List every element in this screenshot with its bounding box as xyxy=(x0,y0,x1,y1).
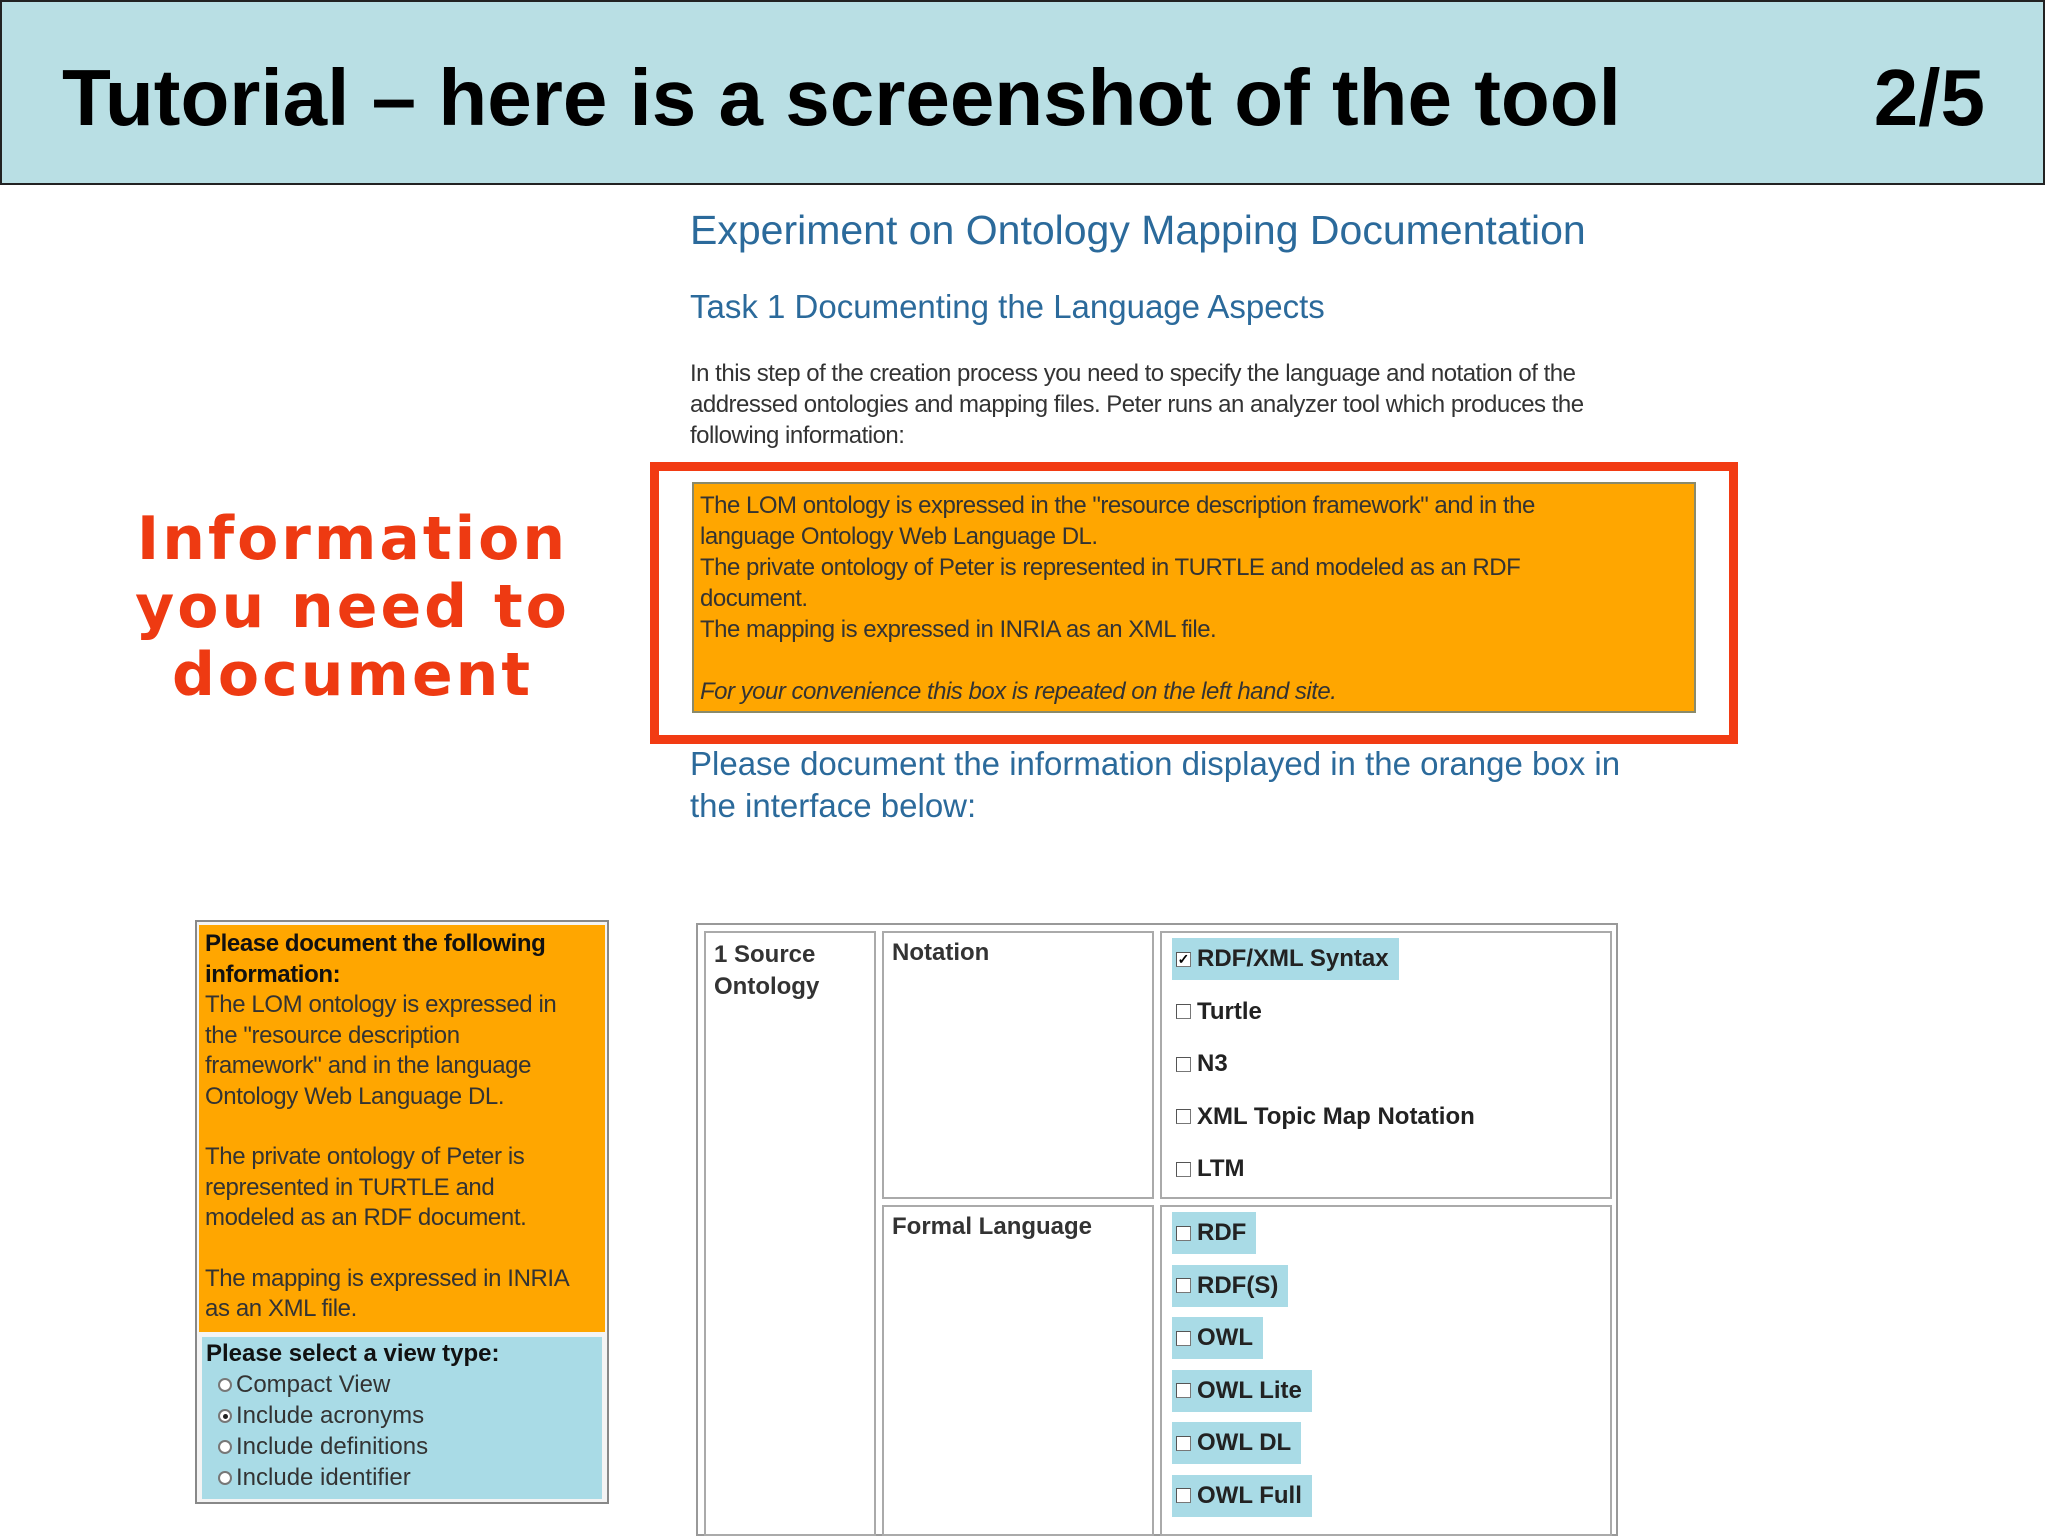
option-label: N3 xyxy=(1197,1050,1228,1078)
sidebar-line: as an XML file. xyxy=(205,1295,357,1322)
sidebar-line: Ontology Web Language DL. xyxy=(205,1082,505,1110)
checkbox[interactable] xyxy=(1176,1226,1191,1241)
checkbox[interactable] xyxy=(1176,1488,1191,1503)
slide-header xyxy=(0,0,2045,185)
checkbox[interactable] xyxy=(1176,1057,1191,1072)
slide-title: Tutorial – here is a screenshot of the tool xyxy=(62,53,1621,142)
info-line: language Ontology Web Language DL. xyxy=(700,523,1098,550)
sidebar-heading: information: xyxy=(205,960,341,988)
option-label: RDF/XML Syntax xyxy=(1197,945,1389,973)
sidebar-heading: Please document the following xyxy=(205,930,546,957)
notation-option-xtm[interactable] xyxy=(1172,1096,1485,1138)
sidebar-info-box xyxy=(199,925,605,1332)
callout-line: Information xyxy=(136,504,569,574)
radio-button[interactable] xyxy=(218,1471,232,1485)
slide-page-number: 2/5 xyxy=(1873,53,1985,142)
intro-text xyxy=(690,358,1690,451)
checkbox[interactable] xyxy=(1176,1278,1191,1293)
checkbox[interactable] xyxy=(1176,1162,1191,1177)
sidebar-line: The mapping is expressed in INRIA xyxy=(205,1264,570,1292)
option-label: OWL Full xyxy=(1197,1481,1302,1509)
checkbox-checked[interactable]: ✓ xyxy=(1177,950,1190,967)
checkbox[interactable] xyxy=(1176,1331,1191,1346)
view-type-label: Please select a view type: xyxy=(206,1340,500,1367)
view-type-panel xyxy=(202,1337,602,1499)
notation-option-n3[interactable] xyxy=(1172,1043,1238,1085)
checkbox[interactable] xyxy=(1176,1004,1191,1019)
documentation-form xyxy=(696,923,1618,1536)
formal-language-label-cell xyxy=(882,1205,1154,1536)
section-label: 1 Source xyxy=(714,941,816,968)
option-label: LTM xyxy=(1197,1155,1245,1183)
radio-button[interactable] xyxy=(218,1378,232,1392)
intro-line: In this step of the creation process you need to specify the language and notation of the xyxy=(690,360,1576,387)
checkbox[interactable] xyxy=(1176,1109,1191,1124)
info-line: The LOM ontology is expressed in the "resource description framework" and in the xyxy=(700,492,1535,519)
info-note: For your convenience this box is repeated on the left hand site. xyxy=(700,678,1337,705)
option-label: OWL xyxy=(1197,1324,1253,1352)
notation-option-turtle[interactable] xyxy=(1172,991,1272,1033)
section-label: Ontology xyxy=(714,973,820,1000)
sidebar-line: the "resource description xyxy=(205,1021,460,1049)
language-option-owl[interactable] xyxy=(1172,1317,1263,1359)
intro-line: following information: xyxy=(690,422,905,449)
option-label: XML Topic Map Notation xyxy=(1197,1102,1475,1130)
sidebar-line: The private ontology of Peter is xyxy=(205,1143,525,1170)
view-option-label: Include identifier xyxy=(236,1463,411,1491)
notation-label: Notation xyxy=(892,939,990,966)
option-label: OWL DL xyxy=(1197,1429,1292,1457)
page-title: Experiment on Ontology Mapping Documentation xyxy=(690,207,1586,253)
notation-label-cell xyxy=(882,931,1154,1199)
sidebar-line: framework" and in the language xyxy=(205,1052,532,1079)
notation-option-ltm[interactable] xyxy=(1172,1148,1255,1190)
option-label: RDF xyxy=(1197,1219,1247,1247)
option-label: Turtle xyxy=(1197,997,1262,1025)
language-option-owl-dl[interactable] xyxy=(1172,1422,1301,1464)
radio-button[interactable] xyxy=(218,1440,232,1454)
language-option-owl-lite[interactable] xyxy=(1172,1370,1312,1412)
instruction-text xyxy=(690,743,1710,827)
view-option-label: Include acronyms xyxy=(236,1401,425,1429)
sidebar-line: modeled as an RDF document. xyxy=(205,1204,527,1231)
sidebar-line: represented in TURTLE and xyxy=(205,1173,495,1201)
callout-line: you need to xyxy=(135,572,570,642)
language-option-owl-full[interactable] xyxy=(1172,1475,1312,1517)
notation-option-rdfxml[interactable] xyxy=(1172,938,1399,980)
view-option-acronyms[interactable] xyxy=(206,1400,598,1431)
radio-button-selected[interactable] xyxy=(218,1409,232,1423)
intro-line: addressed ontologies and mapping files. Peter runs an analyzer tool which produces the xyxy=(690,391,1584,418)
info-box xyxy=(692,482,1696,713)
view-option-label: Include definitions xyxy=(236,1432,429,1460)
info-line: document. xyxy=(700,585,808,612)
task-title: Task 1 Documenting the Language Aspects xyxy=(690,288,1325,325)
callout-text xyxy=(120,505,585,709)
formal-language-label: Formal Language xyxy=(892,1213,1093,1240)
checkbox[interactable] xyxy=(1176,1436,1191,1451)
instruction-line: Please document the information displayed in the orange box in xyxy=(690,745,1621,782)
callout-line: document xyxy=(171,640,534,710)
option-label: OWL Lite xyxy=(1197,1376,1302,1404)
info-line: The private ontology of Peter is represented in TURTLE and modeled as an RDF xyxy=(700,554,1521,581)
instruction-line: the interface below: xyxy=(690,787,977,824)
section-label-cell xyxy=(704,931,876,1536)
sidebar-line: The LOM ontology is expressed in xyxy=(205,991,557,1018)
checkbox[interactable] xyxy=(1176,1383,1191,1398)
language-option-rdfs[interactable] xyxy=(1172,1265,1288,1307)
view-option-label: Compact View xyxy=(236,1370,391,1398)
view-option-definitions[interactable] xyxy=(206,1431,598,1462)
option-label: RDF(S) xyxy=(1197,1271,1279,1299)
formal-language-options xyxy=(1160,1205,1612,1536)
info-line: The mapping is expressed in INRIA as an XML file. xyxy=(700,616,1217,643)
notation-options xyxy=(1160,931,1612,1199)
language-option-rdf[interactable] xyxy=(1172,1212,1256,1254)
view-option-compact[interactable] xyxy=(206,1369,598,1400)
view-option-identifier[interactable] xyxy=(206,1462,598,1493)
